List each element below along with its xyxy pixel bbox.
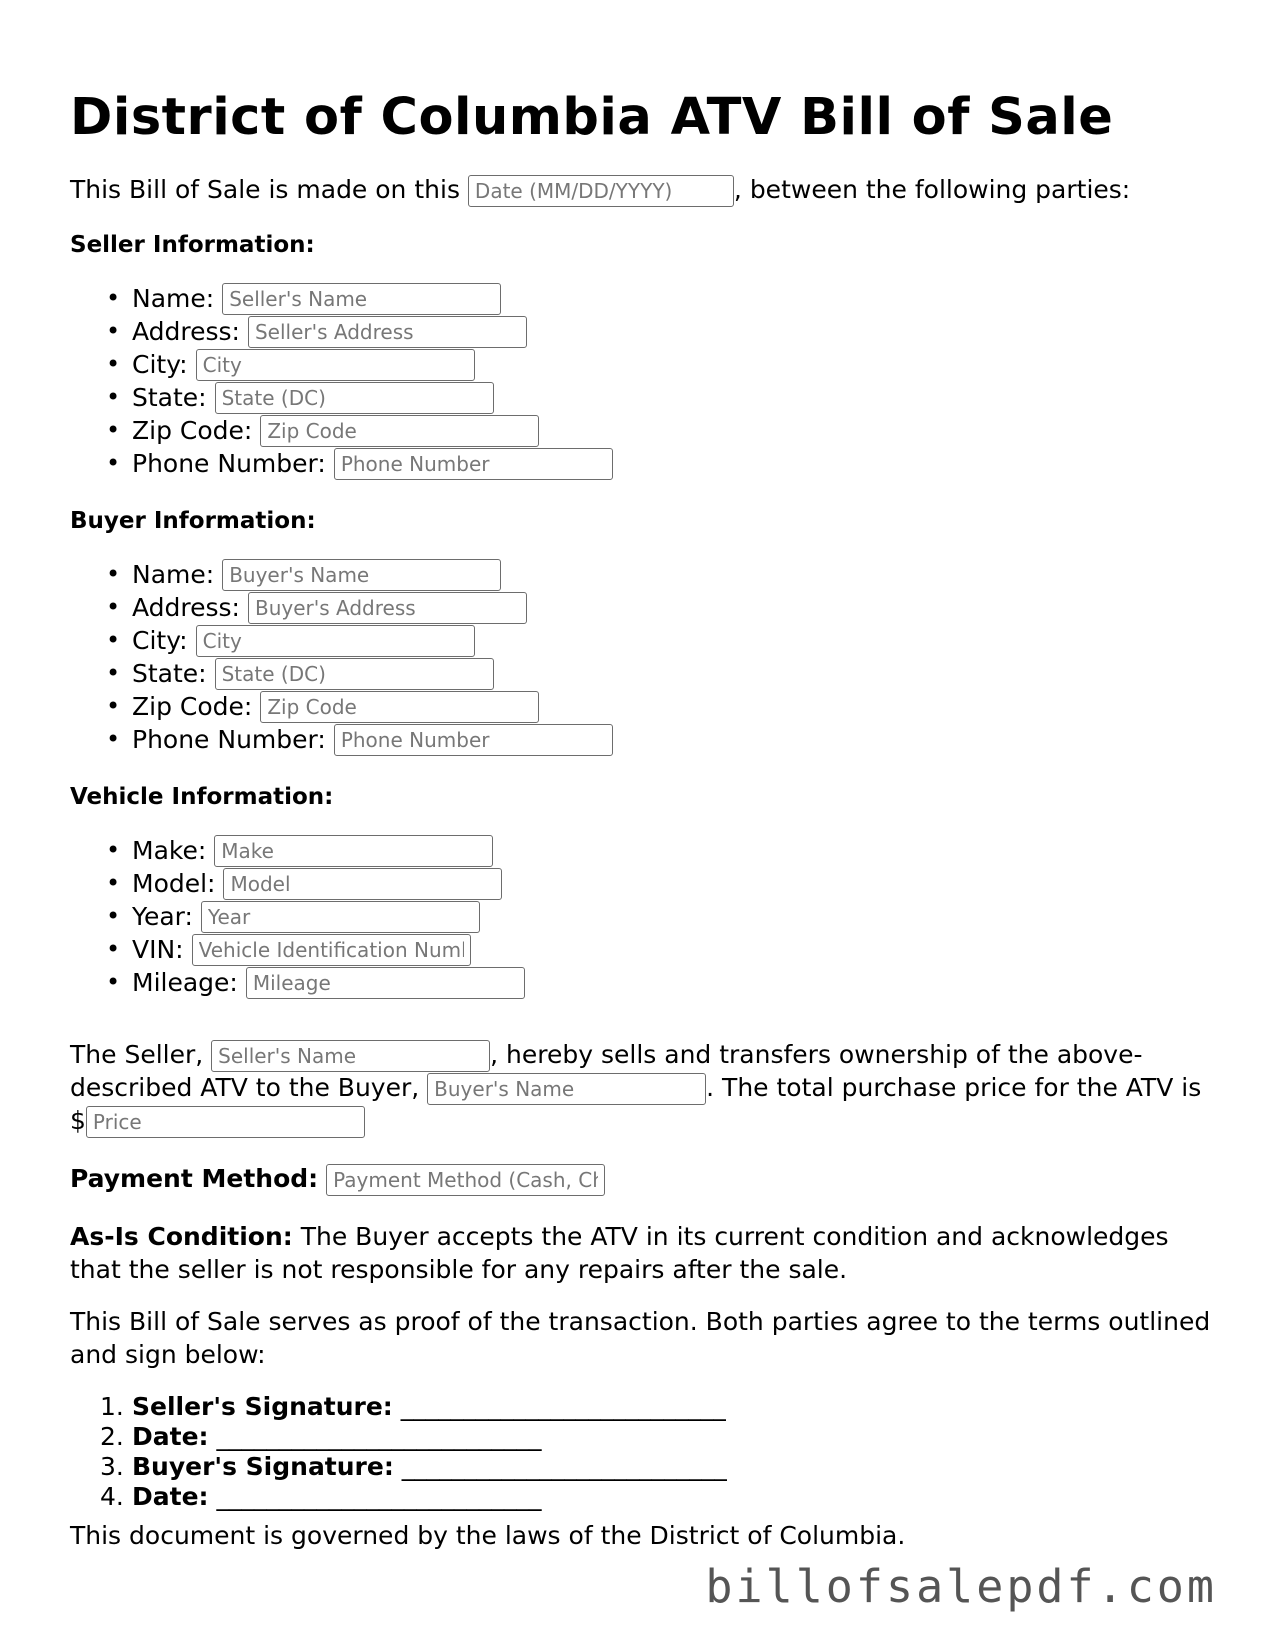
intro-line — [70, 174, 1130, 207]
seller-state-row: • State:State (DC) — [70, 381, 613, 414]
buyer-address-input[interactable] — [248, 592, 527, 624]
seller-address-input[interactable] — [248, 316, 527, 348]
as-is-paragraph: As-Is Condition: The Buyer accepts the ATV in its current condition and acknowledges that the seller is not responsible for any repairs after the sale. — [70, 1222, 1169, 1284]
as-is-label: As-Is Condition: — [70, 1222, 293, 1251]
vehicle-vin-input[interactable] — [192, 934, 471, 966]
intro-text-after: , between the following parties: — [733, 175, 1131, 204]
seller-name-input[interactable] — [222, 283, 501, 315]
buyer-name-row: • Name:Buyer's Name — [70, 558, 613, 591]
watermark: billofsalepdf.com — [705, 1560, 1217, 1613]
vehicle-make-row: • Make:Make — [70, 834, 525, 867]
vehicle-model-row: • Model:Model — [70, 867, 525, 900]
vehicle-mileage-input[interactable] — [246, 967, 525, 999]
seller-city-input[interactable] — [196, 349, 475, 381]
buyer-fields — [70, 558, 613, 756]
transfer-line-3: $Price — [70, 1105, 365, 1138]
seller-zip-input[interactable] — [260, 415, 539, 447]
payment-method-line — [70, 1163, 605, 1196]
payment-method-input[interactable] — [326, 1164, 605, 1196]
transfer-buyer-input[interactable] — [427, 1073, 706, 1105]
seller-fields — [70, 282, 613, 480]
buyer-zip-row: • Zip Code:Zip Code — [70, 690, 613, 723]
buyer-state-input[interactable] — [215, 658, 494, 690]
buyer-city-row: • City:City — [70, 624, 613, 657]
vehicle-year-input[interactable] — [201, 901, 480, 933]
transfer-seller-input[interactable] — [211, 1040, 490, 1072]
buyer-phone-input[interactable] — [334, 724, 613, 756]
vehicle-fields — [70, 834, 525, 999]
vehicle-mileage-row: • Mileage:Mileage — [70, 966, 525, 999]
payment-method-label: Payment Method: — [70, 1164, 319, 1193]
buyer-heading: Buyer Information: — [70, 508, 316, 534]
vehicle-model-input[interactable] — [223, 868, 502, 900]
seller-signature-row: 1. Seller's Signature: __________________________ — [100, 1392, 726, 1421]
intro-text-before: This Bill of Sale is made on this — [70, 175, 468, 204]
vehicle-heading: Vehicle Information: — [70, 784, 334, 810]
proof-paragraph: This Bill of Sale serves as proof of the transaction. Both parties agree to the terms outlined and sign below: — [70, 1307, 1211, 1369]
seller-phone-row: • Phone Number:Phone Number — [70, 447, 613, 480]
seller-name-row: • Name:Seller's Name — [70, 282, 613, 315]
price-input[interactable] — [86, 1106, 365, 1138]
buyer-signature-row: 3. Buyer's Signature: __________________________ — [100, 1452, 727, 1481]
buyer-zip-input[interactable] — [260, 691, 539, 723]
vehicle-vin-row: • VIN:Vehicle Identification Number — [70, 933, 525, 966]
governing-law-text: This document is governed by the laws of the District of Columbia. — [70, 1521, 906, 1550]
seller-address-row: • Address:Seller's Address — [70, 315, 613, 348]
seller-heading: Seller Information: — [70, 232, 315, 258]
buyer-city-input[interactable] — [196, 625, 475, 657]
vehicle-make-input[interactable] — [214, 835, 493, 867]
seller-state-input[interactable] — [215, 382, 494, 414]
seller-signature-line[interactable]: __________________________ — [400, 1392, 726, 1421]
buyer-date-row: 4. Date: __________________________ — [100, 1482, 542, 1511]
seller-date-row: 2. Date: __________________________ — [100, 1422, 542, 1451]
seller-zip-row: • Zip Code:Zip Code — [70, 414, 613, 447]
seller-city-row: • City:City — [70, 348, 613, 381]
buyer-phone-row: • Phone Number:Phone Number — [70, 723, 613, 756]
buyer-name-input[interactable] — [222, 559, 501, 591]
buyer-address-row: • Address:Buyer's Address — [70, 591, 613, 624]
seller-phone-input[interactable] — [334, 448, 613, 480]
vehicle-year-row: • Year:Year — [70, 900, 525, 933]
buyer-date-line[interactable]: __________________________ — [216, 1482, 542, 1511]
buyer-state-row: • State:State (DC) — [70, 657, 613, 690]
page-title: District of Columbia ATV Bill of Sale — [70, 88, 1114, 147]
signature-list — [70, 1392, 727, 1512]
transfer-line-2: described ATV to the Buyer, Buyer's Name . The total purchase price for the ATV is — [70, 1072, 1201, 1105]
buyer-signature-line[interactable]: __________________________ — [401, 1452, 727, 1481]
seller-date-line[interactable]: __________________________ — [216, 1422, 542, 1451]
sale-date-input[interactable] — [468, 175, 734, 207]
transfer-line-1: The Seller, Seller's Name , hereby sells and transfers ownership of the above- — [70, 1039, 1143, 1072]
